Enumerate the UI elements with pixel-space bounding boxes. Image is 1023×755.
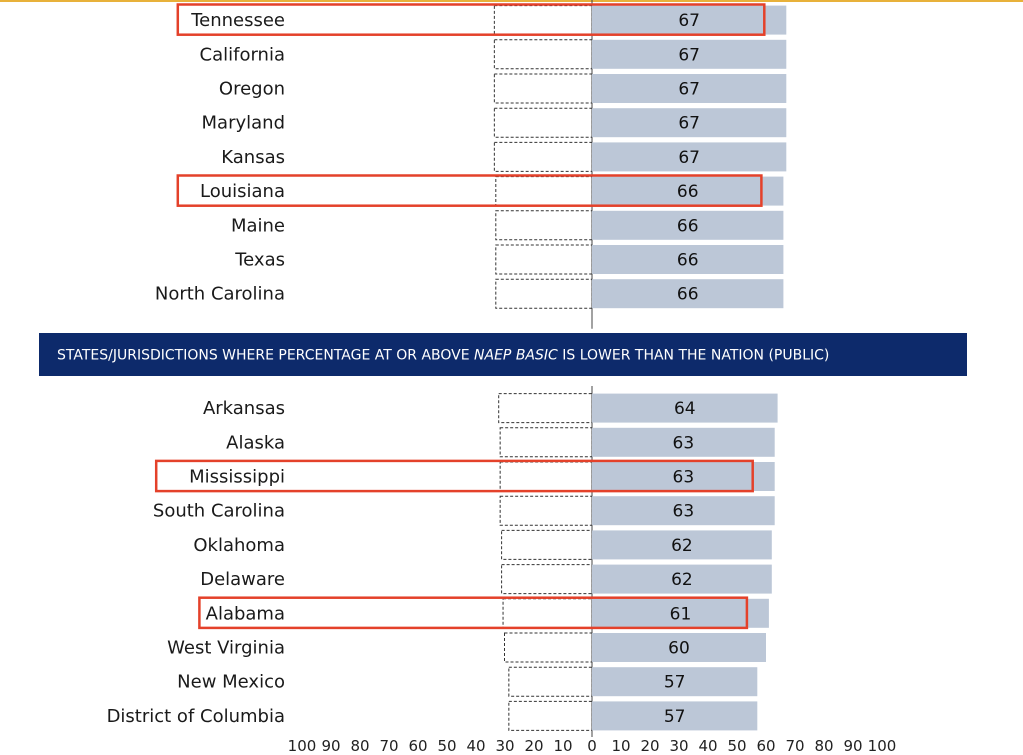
value-label: 62 (671, 570, 693, 591)
value-label: 66 (676, 284, 699, 305)
comparison-outline-bar (505, 633, 593, 662)
comparison-outline-bar (503, 599, 592, 628)
comparison-outline-bar (496, 211, 592, 240)
value-label: 60 (668, 638, 690, 659)
section-banner (39, 333, 967, 376)
state-label: South Carolina (152, 500, 285, 522)
comparison-outline-bar (502, 530, 592, 559)
state-label: Texas (235, 249, 285, 271)
table-row (199, 598, 769, 628)
x-tick-label: 80 (814, 737, 834, 755)
table-row (200, 40, 787, 69)
x-tick-label: 20 (640, 737, 660, 755)
value-label: 57 (663, 706, 686, 727)
state-label: North Carolina (154, 283, 285, 305)
table-row (202, 108, 787, 137)
state-label: Louisiana (200, 181, 285, 203)
value-label: 66 (676, 182, 699, 203)
comparison-outline-bar (509, 701, 592, 730)
value-label: 63 (672, 501, 695, 522)
value-label: 67 (678, 79, 700, 100)
table-row (193, 530, 771, 559)
state-label: Arkansas (202, 398, 285, 420)
state-label: Oklahoma (193, 534, 285, 556)
section-banner-text (57, 348, 829, 364)
x-tick-label: 60 (408, 737, 428, 755)
x-tick-label: 60 (756, 737, 776, 755)
value-label: 63 (672, 433, 695, 454)
state-label: New Mexico (177, 671, 285, 693)
x-tick-label: 50 (727, 737, 747, 755)
x-axis-ticks (288, 737, 897, 755)
table-row (178, 5, 787, 35)
value-label: 67 (678, 113, 700, 134)
table-row (203, 394, 778, 423)
x-tick-label: 90 (843, 737, 863, 755)
table-row (234, 245, 783, 274)
table-row (107, 701, 758, 730)
value-label: 63 (672, 467, 695, 488)
state-label: Kansas (221, 146, 285, 168)
table-row (200, 565, 772, 594)
section-banner-suffix: IS LOWER THAN THE NATION (PUBLIC) (557, 347, 830, 364)
state-label: Oregon (218, 78, 285, 100)
table-row (156, 461, 775, 491)
comparison-outline-bar (500, 496, 592, 525)
comparison-outline-bar (500, 462, 592, 491)
x-tick-label: 90 (321, 737, 341, 755)
table-row (221, 142, 786, 171)
comparison-outline-bar (494, 6, 592, 35)
x-tick-label: 10 (611, 737, 631, 755)
x-tick-label: 50 (437, 737, 457, 755)
state-label: Maine (230, 215, 285, 237)
value-label: 67 (678, 11, 700, 32)
x-tick-label: 70 (379, 737, 399, 755)
state-label: Mississippi (189, 466, 285, 488)
state-label: Alaska (226, 432, 285, 454)
comparison-outline-bar (500, 428, 592, 457)
comparison-outline-bar (499, 394, 592, 423)
x-tick-label: 0 (587, 737, 597, 755)
comparison-outline-bar (494, 40, 592, 69)
value-label: 67 (678, 45, 700, 66)
state-label: District of Columbia (106, 705, 285, 727)
table-row (177, 667, 757, 696)
comparison-outline-bar (494, 142, 592, 171)
table-row (167, 633, 766, 662)
table-row (231, 211, 783, 240)
comparison-outline-bar (494, 108, 592, 137)
value-label: 67 (678, 147, 700, 168)
x-tick-label: 30 (495, 737, 515, 755)
state-label: Delaware (200, 569, 285, 591)
state-label: Maryland (201, 112, 285, 134)
value-label: 62 (671, 535, 693, 556)
x-tick-label: 80 (350, 737, 370, 755)
comparison-outline-bar (509, 667, 592, 696)
state-label: West Virginia (167, 637, 285, 659)
value-label: 66 (676, 216, 699, 237)
section-banner-italic: NAEP BASIC (474, 347, 558, 364)
x-tick-label: 20 (524, 737, 544, 755)
table-row (178, 176, 784, 206)
x-tick-label: 100 (867, 737, 897, 755)
table-row (226, 428, 775, 457)
section-banner-prefix: STATES/JURISDICTIONS WHERE PERCENTAGE AT OR ABOVE (57, 347, 475, 364)
value-label: 64 (673, 399, 696, 420)
state-label: Tennessee (191, 10, 285, 32)
x-tick-label: 40 (698, 737, 718, 755)
value-label: 57 (663, 672, 686, 693)
table-row (153, 496, 775, 525)
state-label: California (199, 44, 285, 66)
table-row (219, 74, 786, 103)
x-tick-label: 10 (553, 737, 573, 755)
x-tick-label: 40 (466, 737, 486, 755)
x-tick-label: 70 (785, 737, 805, 755)
comparison-outline-bar (496, 245, 592, 274)
state-label: Alabama (205, 603, 285, 625)
table-row (155, 279, 784, 308)
comparison-outline-bar (502, 565, 592, 594)
comparison-outline-bar (496, 177, 592, 206)
x-tick-label: 30 (669, 737, 689, 755)
comparison-outline-bar (496, 279, 592, 308)
value-label: 61 (669, 604, 692, 625)
x-tick-label: 100 (287, 737, 317, 755)
comparison-outline-bar (494, 74, 592, 103)
value-label: 66 (676, 250, 699, 271)
